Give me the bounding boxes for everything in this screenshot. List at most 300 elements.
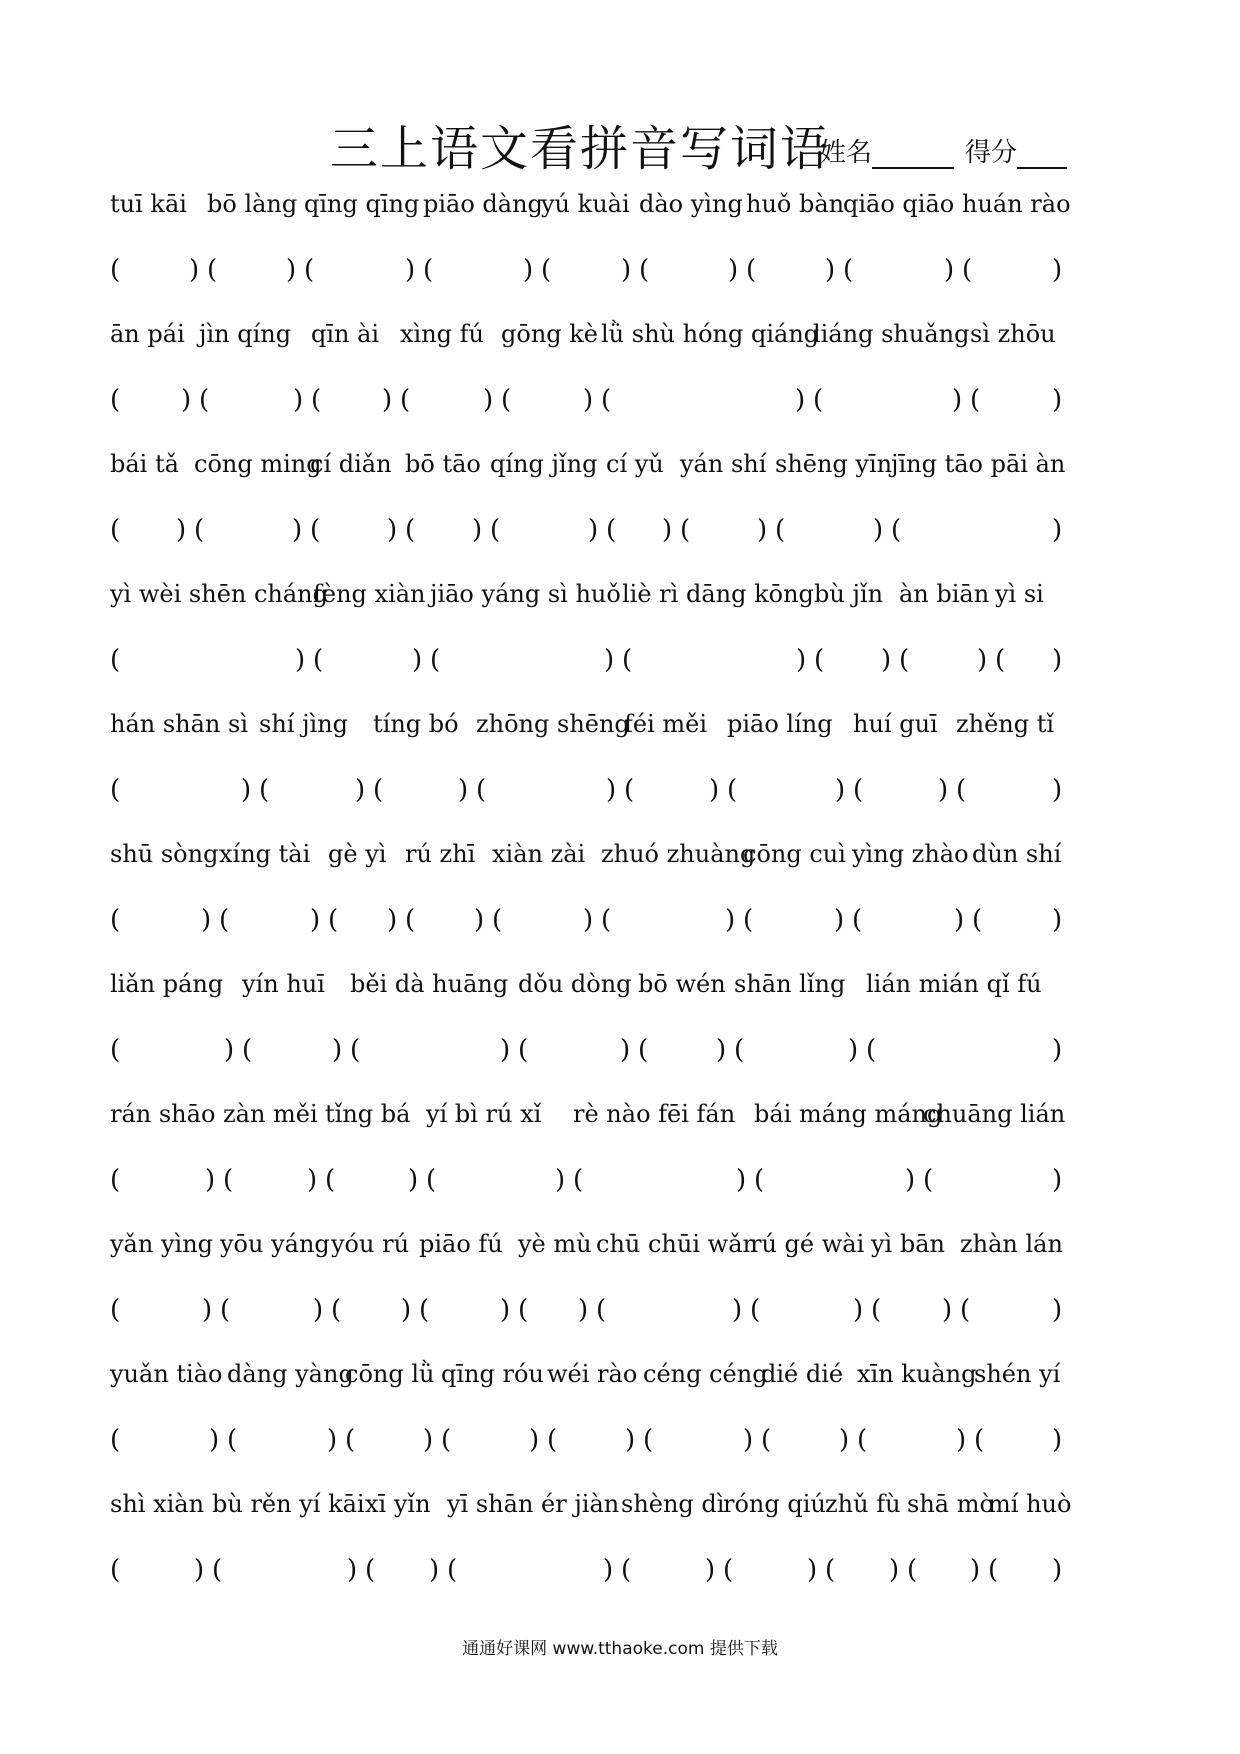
pinyin-word: qíng jǐng bbox=[490, 450, 598, 478]
pinyin-word: tíng bó bbox=[373, 710, 459, 738]
close-paren: ) bbox=[881, 645, 892, 675]
close-paren: ) bbox=[620, 1035, 631, 1065]
pinyin-word: rú gé wài bbox=[750, 1230, 865, 1258]
close-paren: ) bbox=[293, 385, 304, 415]
pinyin-row bbox=[110, 840, 1120, 880]
pinyin-word: bù rěn yí kāi bbox=[212, 1490, 365, 1518]
open-paren: ( bbox=[426, 1165, 437, 1195]
pinyin-word: shén yí bbox=[974, 1360, 1061, 1388]
close-paren: ) bbox=[382, 385, 393, 415]
open-paren: ( bbox=[311, 385, 322, 415]
open-paren: ( bbox=[405, 905, 416, 935]
pinyin-word: liáng shuǎng bbox=[813, 320, 970, 348]
open-paren: ( bbox=[866, 1035, 877, 1065]
pinyin-row bbox=[110, 1490, 1120, 1530]
pinyin-word: xiàn zài bbox=[492, 840, 586, 868]
pinyin-word: zhěng tǐ bbox=[956, 710, 1055, 738]
pinyin-word: zhōng shēng bbox=[476, 710, 630, 738]
open-paren: ( bbox=[207, 255, 218, 285]
close-paren: ) bbox=[1052, 905, 1063, 935]
close-paren: ) bbox=[835, 775, 846, 805]
open-paren: ( bbox=[956, 775, 967, 805]
pinyin-word: wéi rào bbox=[547, 1360, 638, 1388]
pinyin-word: dùn shí bbox=[972, 840, 1062, 868]
close-paren: ) bbox=[889, 1555, 900, 1585]
open-paren: ( bbox=[242, 1035, 253, 1065]
close-paren: ) bbox=[662, 515, 673, 545]
close-paren: ) bbox=[583, 385, 594, 415]
open-paren: ( bbox=[643, 1425, 654, 1455]
pinyin-word: chū chūi wǎn bbox=[596, 1230, 758, 1258]
pinyin-word: róng qiú bbox=[723, 1490, 826, 1518]
close-paren: ) bbox=[848, 1035, 859, 1065]
answer-row bbox=[110, 1295, 1120, 1335]
pinyin-word: qīn ài bbox=[311, 320, 380, 348]
pinyin-word: yuǎn tiào bbox=[110, 1360, 223, 1388]
pinyin-word: yóu rú bbox=[331, 1230, 410, 1258]
pinyin-word: lián mián qǐ fú bbox=[866, 970, 1042, 998]
close-paren: ) bbox=[387, 515, 398, 545]
open-paren: ( bbox=[541, 255, 552, 285]
close-paren: ) bbox=[529, 1425, 540, 1455]
close-paren: ) bbox=[1052, 385, 1063, 415]
open-paren: ( bbox=[680, 515, 691, 545]
open-paren: ( bbox=[490, 515, 501, 545]
pinyin-word: shū sòng bbox=[110, 840, 219, 868]
open-paren: ( bbox=[423, 255, 434, 285]
close-paren: ) bbox=[583, 905, 594, 935]
close-paren: ) bbox=[807, 1555, 818, 1585]
answer-row bbox=[110, 1165, 1120, 1205]
pinyin-word: qiāo qiāo bbox=[843, 190, 955, 218]
pinyin-word: yín huī bbox=[242, 970, 325, 998]
pinyin-word: rú zhī bbox=[405, 840, 476, 868]
pinyin-word: rán shāo bbox=[110, 1100, 216, 1128]
footer: 通通好课网 www.tthaoke.com 提供下载 bbox=[462, 1639, 778, 1659]
name-label: 姓名 bbox=[820, 138, 873, 168]
pinyin-word: gè yì bbox=[328, 840, 387, 868]
open-paren: ( bbox=[259, 775, 270, 805]
pinyin-word: shì xiàn bbox=[110, 1490, 205, 1518]
pinyin-word: bù jǐn bbox=[814, 580, 884, 608]
close-paren: ) bbox=[905, 1165, 916, 1195]
open-paren: ( bbox=[624, 775, 635, 805]
open-paren: ( bbox=[110, 385, 121, 415]
close-paren: ) bbox=[606, 775, 617, 805]
open-paren: ( bbox=[960, 1295, 971, 1325]
open-paren: ( bbox=[430, 645, 441, 675]
close-paren: ) bbox=[736, 1165, 747, 1195]
close-paren: ) bbox=[327, 1425, 338, 1455]
pinyin-word: běi dà huāng bbox=[350, 970, 509, 998]
close-paren: ) bbox=[709, 775, 720, 805]
pinyin-row bbox=[110, 450, 1120, 490]
close-paren: ) bbox=[954, 905, 965, 935]
close-paren: ) bbox=[732, 1295, 743, 1325]
open-paren: ( bbox=[746, 255, 757, 285]
pinyin-word: qīng qīng bbox=[304, 190, 420, 218]
close-paren: ) bbox=[355, 775, 366, 805]
open-paren: ( bbox=[110, 1035, 121, 1065]
answer-row bbox=[110, 645, 1120, 685]
pinyin-word: yōu yáng bbox=[220, 1230, 330, 1258]
open-paren: ( bbox=[754, 1165, 765, 1195]
open-paren: ( bbox=[962, 255, 973, 285]
open-paren: ( bbox=[110, 645, 121, 675]
pinyin-word: huán rào bbox=[962, 190, 1071, 218]
pinyin-row bbox=[110, 970, 1120, 1010]
close-paren: ) bbox=[307, 1165, 318, 1195]
pinyin-word: xìng fú bbox=[400, 320, 484, 348]
open-paren: ( bbox=[447, 1555, 458, 1585]
close-paren: ) bbox=[310, 905, 321, 935]
answer-row bbox=[110, 1035, 1120, 1075]
pinyin-word: liè rì dāng kōng bbox=[622, 580, 814, 608]
open-paren: ( bbox=[110, 515, 121, 545]
open-paren: ( bbox=[518, 1035, 529, 1065]
open-paren: ( bbox=[825, 1555, 836, 1585]
close-paren: ) bbox=[952, 385, 963, 415]
pinyin-word: piāo dàng bbox=[423, 190, 543, 218]
close-paren: ) bbox=[500, 1035, 511, 1065]
pinyin-word: shēng yīn bbox=[775, 450, 893, 478]
pinyin-word: gōng kè bbox=[501, 320, 599, 348]
close-paren: ) bbox=[603, 1555, 614, 1585]
open-paren: ( bbox=[310, 515, 321, 545]
open-paren: ( bbox=[350, 1035, 361, 1065]
close-paren: ) bbox=[408, 1165, 419, 1195]
close-paren: ) bbox=[853, 1295, 864, 1325]
answer-row bbox=[110, 255, 1120, 295]
pinyin-word: zhǔ fù bbox=[825, 1490, 901, 1518]
open-paren: ( bbox=[223, 1165, 234, 1195]
answer-row bbox=[110, 385, 1120, 425]
pinyin-word: bō wén bbox=[638, 970, 726, 998]
pinyin-word: cōng ming bbox=[194, 450, 322, 478]
open-paren: ( bbox=[110, 775, 121, 805]
close-paren: ) bbox=[412, 645, 423, 675]
open-paren: ( bbox=[974, 1425, 985, 1455]
pinyin-word: shān lǐng bbox=[734, 970, 846, 998]
open-paren: ( bbox=[907, 1555, 918, 1585]
close-paren: ) bbox=[705, 1555, 716, 1585]
pinyin-word: shí jìng bbox=[259, 710, 349, 738]
close-paren: ) bbox=[942, 1295, 953, 1325]
open-paren: ( bbox=[110, 255, 121, 285]
close-paren: ) bbox=[1052, 1425, 1063, 1455]
pinyin-row bbox=[110, 580, 1120, 620]
open-paren: ( bbox=[419, 1295, 430, 1325]
open-paren: ( bbox=[852, 905, 863, 935]
pinyin-word: bái tǎ bbox=[110, 450, 179, 478]
open-paren: ( bbox=[547, 1425, 558, 1455]
pinyin-word: féi měi bbox=[624, 710, 708, 738]
pinyin-row bbox=[110, 1230, 1120, 1270]
pinyin-word: yìng zhào bbox=[852, 840, 969, 868]
close-paren: ) bbox=[795, 385, 806, 415]
open-paren: ( bbox=[518, 1295, 529, 1325]
pinyin-word: zhàn lán bbox=[960, 1230, 1063, 1258]
close-paren: ) bbox=[241, 775, 252, 805]
pinyin-word: bō làng bbox=[207, 190, 298, 218]
open-paren: ( bbox=[727, 775, 738, 805]
open-paren: ( bbox=[110, 905, 121, 935]
answer-row bbox=[110, 775, 1120, 815]
open-paren: ( bbox=[988, 1555, 999, 1585]
close-paren: ) bbox=[728, 255, 739, 285]
close-paren: ) bbox=[834, 905, 845, 935]
pinyin-word: xī yǐn bbox=[365, 1490, 431, 1518]
pinyin-word: chuāng lián bbox=[923, 1100, 1066, 1128]
score-field[interactable] bbox=[965, 132, 1067, 169]
close-paren: ) bbox=[970, 1555, 981, 1585]
pinyin-word: zhuó zhuàng bbox=[601, 840, 756, 868]
open-paren: ( bbox=[775, 515, 786, 545]
open-paren: ( bbox=[328, 905, 339, 935]
close-paren: ) bbox=[716, 1035, 727, 1065]
open-paren: ( bbox=[110, 1555, 121, 1585]
pinyin-word: shā mò bbox=[907, 1490, 994, 1518]
open-paren: ( bbox=[325, 1165, 336, 1195]
close-paren: ) bbox=[743, 1425, 754, 1455]
pinyin-row bbox=[110, 1360, 1120, 1400]
pinyin-row bbox=[110, 190, 1120, 230]
open-paren: ( bbox=[891, 515, 902, 545]
pinyin-word: xīn kuàng bbox=[857, 1360, 977, 1388]
open-paren: ( bbox=[573, 1165, 584, 1195]
open-paren: ( bbox=[750, 1295, 761, 1325]
open-paren: ( bbox=[723, 1555, 734, 1585]
close-paren: ) bbox=[977, 645, 988, 675]
open-paren: ( bbox=[857, 1425, 868, 1455]
pinyin-word: qīng róu bbox=[441, 1360, 544, 1388]
pinyin-word: dié dié bbox=[761, 1360, 844, 1388]
open-paren: ( bbox=[601, 385, 612, 415]
pinyin-word: àn biān bbox=[899, 580, 990, 608]
pinyin-word: ān pái bbox=[110, 320, 185, 348]
close-paren: ) bbox=[458, 775, 469, 805]
close-paren: ) bbox=[224, 1035, 235, 1065]
open-paren: ( bbox=[638, 1035, 649, 1065]
open-paren: ( bbox=[345, 1425, 356, 1455]
pinyin-word: bō tāo bbox=[405, 450, 481, 478]
pinyin-word: dào yìng bbox=[639, 190, 743, 218]
pinyin-word: zàn měi bbox=[223, 1100, 318, 1128]
close-paren: ) bbox=[725, 905, 736, 935]
close-paren: ) bbox=[1052, 1165, 1063, 1195]
pinyin-word: céng céng bbox=[643, 1360, 768, 1388]
close-paren: ) bbox=[1052, 515, 1063, 545]
pinyin-word: yǎn yìng bbox=[110, 1230, 214, 1258]
close-paren: ) bbox=[625, 1425, 636, 1455]
open-paren: ( bbox=[813, 385, 824, 415]
pinyin-word: yì wèi shēn cháng bbox=[110, 580, 329, 608]
name-line[interactable] bbox=[872, 141, 954, 169]
answer-row bbox=[110, 1555, 1120, 1595]
open-paren: ( bbox=[606, 515, 617, 545]
close-paren: ) bbox=[825, 255, 836, 285]
close-paren: ) bbox=[423, 1425, 434, 1455]
pinyin-word: dǒu dòng bbox=[518, 970, 632, 998]
open-paren: ( bbox=[492, 905, 503, 935]
answer-row bbox=[110, 905, 1120, 945]
open-paren: ( bbox=[400, 385, 411, 415]
close-paren: ) bbox=[523, 255, 534, 285]
open-paren: ( bbox=[601, 905, 612, 935]
open-paren: ( bbox=[365, 1555, 376, 1585]
open-paren: ( bbox=[219, 905, 230, 935]
close-paren: ) bbox=[387, 905, 398, 935]
close-paren: ) bbox=[405, 255, 416, 285]
pinyin-word: fèng xiàn bbox=[313, 580, 426, 608]
open-paren: ( bbox=[853, 775, 864, 805]
close-paren: ) bbox=[201, 905, 212, 935]
pinyin-word: huí guī bbox=[853, 710, 938, 738]
title-row bbox=[0, 110, 1240, 180]
pinyin-word: jīng tāo pāi àn bbox=[891, 450, 1066, 478]
close-paren: ) bbox=[295, 645, 306, 675]
close-paren: ) bbox=[313, 1295, 324, 1325]
open-paren: ( bbox=[110, 1165, 121, 1195]
pinyin-word: hán shān sì bbox=[110, 710, 249, 738]
open-paren: ( bbox=[970, 385, 981, 415]
answer-row bbox=[110, 515, 1120, 555]
close-paren: ) bbox=[332, 1035, 343, 1065]
close-paren: ) bbox=[604, 645, 615, 675]
pinyin-word: shèng dì bbox=[621, 1490, 725, 1518]
pinyin-word: tǐng bá bbox=[325, 1100, 411, 1128]
close-paren: ) bbox=[1052, 1035, 1063, 1065]
open-paren: ( bbox=[373, 775, 384, 805]
pinyin-row bbox=[110, 1100, 1120, 1140]
close-paren: ) bbox=[500, 1295, 511, 1325]
pinyin-word: yí bì rú xǐ bbox=[426, 1100, 542, 1128]
pinyin-word: lǜ shù hóng qiáng bbox=[601, 320, 820, 348]
close-paren: ) bbox=[944, 255, 955, 285]
open-paren: ( bbox=[220, 1295, 231, 1325]
open-paren: ( bbox=[405, 515, 416, 545]
open-paren: ( bbox=[899, 645, 910, 675]
pinyin-word: rè nào fēi fán bbox=[573, 1100, 736, 1128]
score-line[interactable] bbox=[1017, 141, 1067, 169]
pinyin-word: yú kuài bbox=[541, 190, 630, 218]
pinyin-word: yì si bbox=[995, 580, 1044, 608]
pinyin-word: mí huò bbox=[988, 1490, 1072, 1518]
close-paren: ) bbox=[401, 1295, 412, 1325]
open-paren: ( bbox=[199, 385, 210, 415]
open-paren: ( bbox=[304, 255, 315, 285]
close-paren: ) bbox=[286, 255, 297, 285]
pinyin-word: sì zhōu bbox=[970, 320, 1056, 348]
close-paren: ) bbox=[839, 1425, 850, 1455]
close-paren: ) bbox=[429, 1555, 440, 1585]
close-paren: ) bbox=[176, 515, 187, 545]
open-paren: ( bbox=[212, 1555, 223, 1585]
close-paren: ) bbox=[202, 1295, 213, 1325]
open-paren: ( bbox=[761, 1425, 772, 1455]
open-paren: ( bbox=[194, 515, 205, 545]
close-paren: ) bbox=[209, 1425, 220, 1455]
open-paren: ( bbox=[441, 1425, 452, 1455]
pinyin-word: bái máng máng bbox=[754, 1100, 943, 1128]
close-paren: ) bbox=[621, 255, 632, 285]
open-paren: ( bbox=[843, 255, 854, 285]
pinyin-word: dàng yàng bbox=[227, 1360, 354, 1388]
close-paren: ) bbox=[347, 1555, 358, 1585]
pinyin-word: huǒ bàn bbox=[746, 190, 845, 218]
pinyin-word: tuī kāi bbox=[110, 190, 187, 218]
pinyin-word: jìn qíng bbox=[199, 320, 292, 348]
pinyin-word: xíng tài bbox=[219, 840, 311, 868]
score-label: 得分 bbox=[965, 138, 1018, 168]
close-paren: ) bbox=[1052, 645, 1063, 675]
open-paren: ( bbox=[972, 905, 983, 935]
close-paren: ) bbox=[483, 385, 494, 415]
pinyin-word: cōng lǜ bbox=[345, 1360, 435, 1388]
close-paren: ) bbox=[189, 255, 200, 285]
open-paren: ( bbox=[923, 1165, 934, 1195]
open-paren: ( bbox=[110, 1425, 121, 1455]
close-paren: ) bbox=[555, 1165, 566, 1195]
pinyin-word: cí yǔ bbox=[606, 450, 664, 478]
open-paren: ( bbox=[596, 1295, 607, 1325]
close-paren: ) bbox=[1052, 775, 1063, 805]
close-paren: ) bbox=[292, 515, 303, 545]
pinyin-word: yè mù bbox=[518, 1230, 592, 1258]
open-paren: ( bbox=[639, 255, 650, 285]
pinyin-word: piāo líng bbox=[727, 710, 833, 738]
close-paren: ) bbox=[873, 515, 884, 545]
pinyin-word: cí diǎn bbox=[310, 450, 392, 478]
close-paren: ) bbox=[181, 385, 192, 415]
open-paren: ( bbox=[476, 775, 487, 805]
open-paren: ( bbox=[622, 645, 633, 675]
pinyin-word: yán shí bbox=[680, 450, 767, 478]
pinyin-word: cōng cuì bbox=[743, 840, 846, 868]
close-paren: ) bbox=[1052, 1555, 1063, 1585]
pinyin-word: yī shān ér jiàn bbox=[447, 1490, 620, 1518]
page-title: 三上语文看拼音写词语 bbox=[330, 121, 831, 177]
pinyin-word: piāo fú bbox=[419, 1230, 503, 1258]
open-paren: ( bbox=[110, 1295, 121, 1325]
close-paren: ) bbox=[472, 515, 483, 545]
close-paren: ) bbox=[1052, 255, 1063, 285]
answer-row bbox=[110, 1425, 1120, 1465]
open-paren: ( bbox=[743, 905, 754, 935]
open-paren: ( bbox=[331, 1295, 342, 1325]
close-paren: ) bbox=[588, 515, 599, 545]
close-paren: ) bbox=[938, 775, 949, 805]
pinyin-word: yì bān bbox=[871, 1230, 945, 1258]
pinyin-word: liǎn páng bbox=[110, 970, 224, 998]
name-field[interactable] bbox=[820, 132, 954, 169]
open-paren: ( bbox=[995, 645, 1006, 675]
close-paren: ) bbox=[956, 1425, 967, 1455]
close-paren: ) bbox=[474, 905, 485, 935]
open-paren: ( bbox=[734, 1035, 745, 1065]
close-paren: ) bbox=[757, 515, 768, 545]
close-paren: ) bbox=[578, 1295, 589, 1325]
open-paren: ( bbox=[501, 385, 512, 415]
close-paren: ) bbox=[796, 645, 807, 675]
close-paren: ) bbox=[1052, 1295, 1063, 1325]
pinyin-row bbox=[110, 320, 1120, 360]
open-paren: ( bbox=[814, 645, 825, 675]
close-paren: ) bbox=[194, 1555, 205, 1585]
open-paren: ( bbox=[313, 645, 324, 675]
close-paren: ) bbox=[205, 1165, 216, 1195]
open-paren: ( bbox=[871, 1295, 882, 1325]
